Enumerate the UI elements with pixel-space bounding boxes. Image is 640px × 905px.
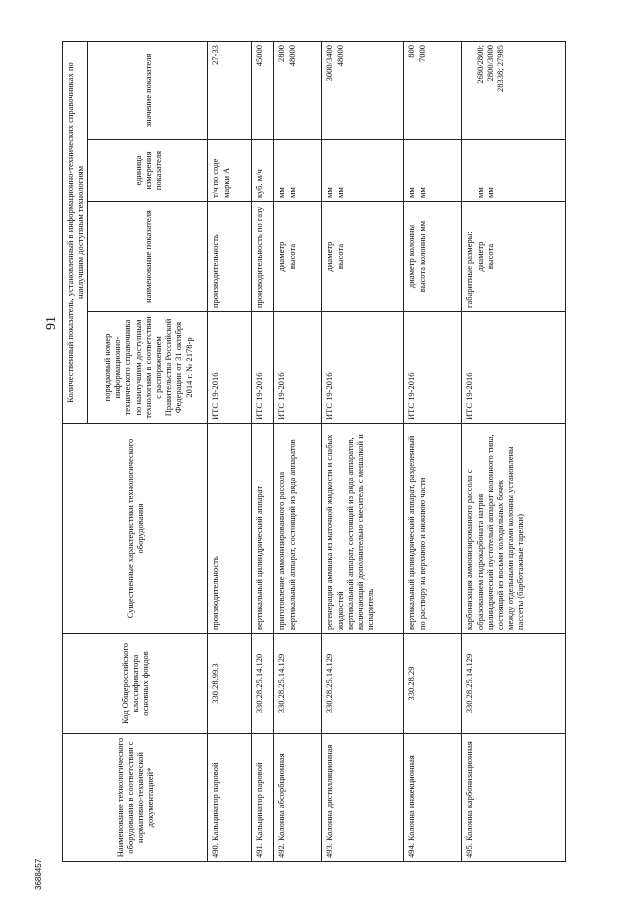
header-name: Наименование технологического оборудования в соответствии с нормативно-технической документацией* xyxy=(63,734,208,862)
cell-name: 491. Кальцинатор паровой xyxy=(252,734,274,862)
table-row xyxy=(274,41,322,861)
cell-code: 330.28.25.14.129 xyxy=(462,634,566,734)
cell-indicator: диаметр колонны высота колонны мм xyxy=(404,202,462,312)
cell-name: 492. Колонна абсорбционная xyxy=(274,734,322,862)
cell-indicator: производительность xyxy=(208,202,252,312)
cell-code: 330.28.29 xyxy=(404,634,462,734)
cell-unit: мм мм xyxy=(404,140,462,202)
cell-name: 493. Колонна дистилляционная xyxy=(322,734,404,862)
cell-characteristics: приготовление аммонизированного рассола вертикальный аппарат, состоящий из ряда аппаратов xyxy=(274,424,322,634)
cell-its: ИТС 19-2016 xyxy=(208,312,252,424)
cell-value: 3000/3400 48000 xyxy=(322,41,404,139)
cell-unit: мм мм xyxy=(274,140,322,202)
document-id: 3688457 xyxy=(34,858,43,890)
cell-indicator: производительность по газу xyxy=(252,202,274,312)
header-code: Код Общероссийского классификатора основных фондов xyxy=(63,634,208,734)
cell-indicator: габаритные размеры: диаметр высота xyxy=(462,202,566,312)
cell-unit: куб. м/ч xyxy=(252,140,274,202)
cell-value: 800 7000 xyxy=(404,41,462,139)
header-value: значение показателя xyxy=(88,41,208,139)
cell-value: 45000 xyxy=(252,41,274,139)
cell-characteristics: регенерация аммиака из маточной жидкости и слабых жидкостей вертикальный аппарат, состоящий из ряда аппаратов, включающий дополнительно смеситель с мешалкой и испаритель xyxy=(322,424,404,634)
cell-name: 495. Колонна карбонизационная xyxy=(462,734,566,862)
cell-its: ИТС 19-2016 xyxy=(462,312,566,424)
cell-value: 27-33 xyxy=(208,41,252,139)
header-its-number: порядковый номер информационно-технического справочника по наилучшим доступным технологиям в соответствии с распоряжением Правительства Российской Федерации от 31 октября 2014 г. № 2178-р xyxy=(88,312,208,424)
cell-value: 2800 48000 xyxy=(274,41,322,139)
table-row xyxy=(322,41,404,861)
cell-unit: т/ч по соде марки А xyxy=(208,140,252,202)
table-row xyxy=(462,41,566,861)
cell-indicator: диаметр высота xyxy=(274,202,322,312)
header-characteristics: Существенные характеристики технологического оборудования xyxy=(63,424,208,634)
equipment-table xyxy=(62,41,566,862)
cell-its: ИТС 19-2016 xyxy=(252,312,274,424)
cell-its: ИТС 19-2016 xyxy=(322,312,404,424)
header-unit: единица измерения показателя xyxy=(88,140,208,202)
cell-value: 2680/2800; 2800/3000 28338; 27985 xyxy=(462,41,566,139)
cell-its: ИТС 19-2016 xyxy=(404,312,462,424)
cell-name: 494. Колонна инжекционная xyxy=(404,734,462,862)
cell-unit: мм мм xyxy=(462,140,566,202)
cell-characteristics: производительность xyxy=(208,424,252,634)
header-quantitative: Количественный показатель, установленный в информационно-технических справочниках по наилучшим доступным технологиям xyxy=(63,41,88,423)
cell-characteristics: вертикальный цилиндрический аппарат xyxy=(252,424,274,634)
cell-its: ИТС 19-2016 xyxy=(274,312,322,424)
page-number: 91 xyxy=(44,316,59,330)
cell-characteristics: карбонизация аммонизированного рассола с образованием гидрокарбоната натрия цилиндрический пустотелый аппарат колонного типа, состоящий из восьми холодильных бочек между отдельными царгами колонны установлены пассеты (барботажные тарелки) xyxy=(462,424,566,634)
header-indicator-name: наименование показателя xyxy=(88,202,208,312)
cell-unit: мм мм xyxy=(322,140,404,202)
table-row xyxy=(208,41,252,861)
cell-characteristics: вертикальный цилиндрический аппарат, разделенный по раствору на верхнюю и нижнюю части xyxy=(404,424,462,634)
cell-code: 330.28.99.3 xyxy=(208,634,252,734)
cell-code: 330.28.25.14.129 xyxy=(274,634,322,734)
cell-indicator: диаметр высота xyxy=(322,202,404,312)
cell-code: 330.28.25.14.120 xyxy=(252,634,274,734)
rotated-page-content xyxy=(62,42,562,862)
table-row xyxy=(404,41,462,861)
cell-name: 490. Кальцинатор паровой xyxy=(208,734,252,862)
cell-code: 330.28.25.14.129 xyxy=(322,634,404,734)
table-row xyxy=(252,41,274,861)
